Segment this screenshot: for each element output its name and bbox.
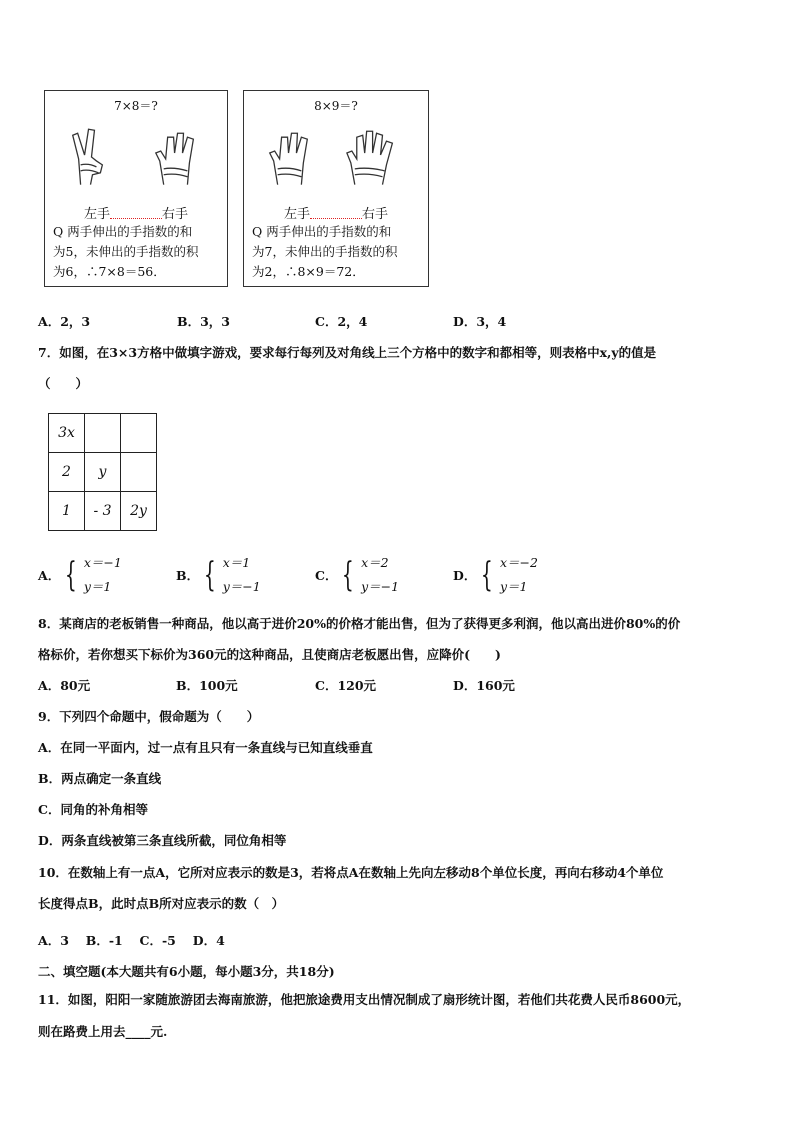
right-hand-label: 右手 xyxy=(162,207,189,222)
system-row: y＝−1 xyxy=(361,579,400,594)
q7-grid xyxy=(48,413,157,531)
q8-text: 8．某商店的老板销售一种商品，他以高于进价20%的价格才能出售，但为了获得更多利润，他以高出进价80%的价 xyxy=(38,616,681,631)
q10-text: 10．在数轴上有一点A，它所对应表示的数是3，若将点A在数轴上先向左移动8个单位长度，再向右移动4个单位 xyxy=(38,865,664,880)
q9-option-b: B．两点确定一条直线 xyxy=(38,771,162,786)
grid-cell: 1 xyxy=(49,492,85,531)
left-brace: { xyxy=(342,555,355,595)
grid-cell: 3x xyxy=(49,414,85,453)
left-brace: { xyxy=(203,555,216,595)
q7-option-b xyxy=(176,551,261,599)
q6-option-c: C．2，4 xyxy=(315,314,368,329)
q8-option-b: B．100元 xyxy=(176,678,238,693)
q6-option-b: B．3，3 xyxy=(177,314,230,329)
q10-text-cont: 长度得点B，此时点B所对应表示的数（ ） xyxy=(38,896,285,911)
q7-option-d xyxy=(453,551,538,599)
option-letter: B． xyxy=(176,568,200,583)
q8-option-c: C．120元 xyxy=(315,678,377,693)
grid-cell: - 3 xyxy=(85,492,121,531)
q11-text-cont: 则在路费上用去____元. xyxy=(38,1024,168,1039)
explanation-line: 为2，∴8×9＝72． xyxy=(252,264,365,279)
q10-options: A．3 B．-1 C．-5 D．4 xyxy=(38,933,225,948)
hand-labels xyxy=(45,203,227,222)
figure-8x9 xyxy=(243,90,429,287)
q11-text: 11．如图，阳阳一家随旅游团去海南旅游，他把旅途费用支出情况制成了扇形统计图，若他们共花费人民币8600元， xyxy=(38,992,691,1007)
hands-illustration xyxy=(45,123,227,187)
grid-cell: 2 xyxy=(49,453,85,492)
grid-cell: 2y xyxy=(121,492,157,531)
grid-cell xyxy=(121,453,157,492)
explanation-line: Q 两手伸出的手指数的和 xyxy=(252,224,392,239)
right-hand-label: 右手 xyxy=(362,207,389,222)
q8-option-d: D．160元 xyxy=(453,678,515,693)
q6-option-a: A．2，3 xyxy=(38,314,91,329)
system-row: y＝1 xyxy=(83,579,112,594)
explanation-line: 为7，未伸出的手指数的积 xyxy=(252,244,398,259)
left-brace: { xyxy=(65,555,77,595)
q7-paren: （ ） xyxy=(38,376,89,391)
figure-equation: 7×8＝? xyxy=(114,99,158,113)
system-row: x＝2 xyxy=(361,555,389,570)
system-row: x＝−1 xyxy=(83,555,122,570)
system-row: y＝1 xyxy=(499,579,528,594)
red-wavy-underline xyxy=(310,210,362,219)
option-letter: A． xyxy=(38,568,61,583)
hands-illustration xyxy=(244,123,428,187)
q7-option-c xyxy=(315,551,399,599)
hand-labels xyxy=(244,203,428,222)
left-brace: { xyxy=(481,555,494,595)
grid-cell xyxy=(121,414,157,453)
q7-text: 7．如图，在3×3方格中做填字游戏，要求每行每列及对角线上三个方格中的数字和都相等，则表格中x,y的值是 xyxy=(38,345,657,360)
q9-text: 9．下列四个命题中，假命题为（ ） xyxy=(38,709,260,724)
explanation-line: Q 两手伸出的手指数的和 xyxy=(53,224,193,239)
explanation-line: 为5，未伸出的手指数的积 xyxy=(53,244,199,259)
q9-option-a: A．在同一平面内，过一点有且只有一条直线与已知直线垂直 xyxy=(38,740,373,755)
q6-option-d: D．3，4 xyxy=(453,314,507,329)
grid-cell: y xyxy=(85,453,121,492)
q8-text-cont: 格标价，若你想买下标价为360元的这种商品，且使商店老板愿出售，应降价( ) xyxy=(38,647,501,662)
section-heading: 二、填空题(本大题共有6小题，每小题3分，共18分) xyxy=(38,964,335,979)
q7-option-a xyxy=(38,551,122,599)
q9-option-d: D．两条直线被第三条直线所截，同位角相等 xyxy=(38,833,287,848)
q9-option-c: C．同角的补角相等 xyxy=(38,802,148,817)
grid-cell xyxy=(85,414,121,453)
left-hand-label: 左手 xyxy=(83,207,110,222)
figure-explanation xyxy=(53,222,221,282)
q8-option-a: A．80元 xyxy=(38,678,91,693)
system-row: x＝1 xyxy=(222,555,251,570)
figure-explanation xyxy=(252,222,422,282)
system-row: y＝−1 xyxy=(222,579,261,594)
option-letter: D． xyxy=(453,568,477,583)
red-wavy-underline xyxy=(110,210,162,219)
figure-equation: 8×9＝? xyxy=(314,99,358,113)
system-row: x＝−2 xyxy=(499,555,538,570)
figure-7x8 xyxy=(44,90,228,287)
left-hand-label: 左手 xyxy=(283,207,310,222)
option-letter: C． xyxy=(315,568,338,583)
explanation-line: 为6，∴7×8＝56． xyxy=(53,264,166,279)
